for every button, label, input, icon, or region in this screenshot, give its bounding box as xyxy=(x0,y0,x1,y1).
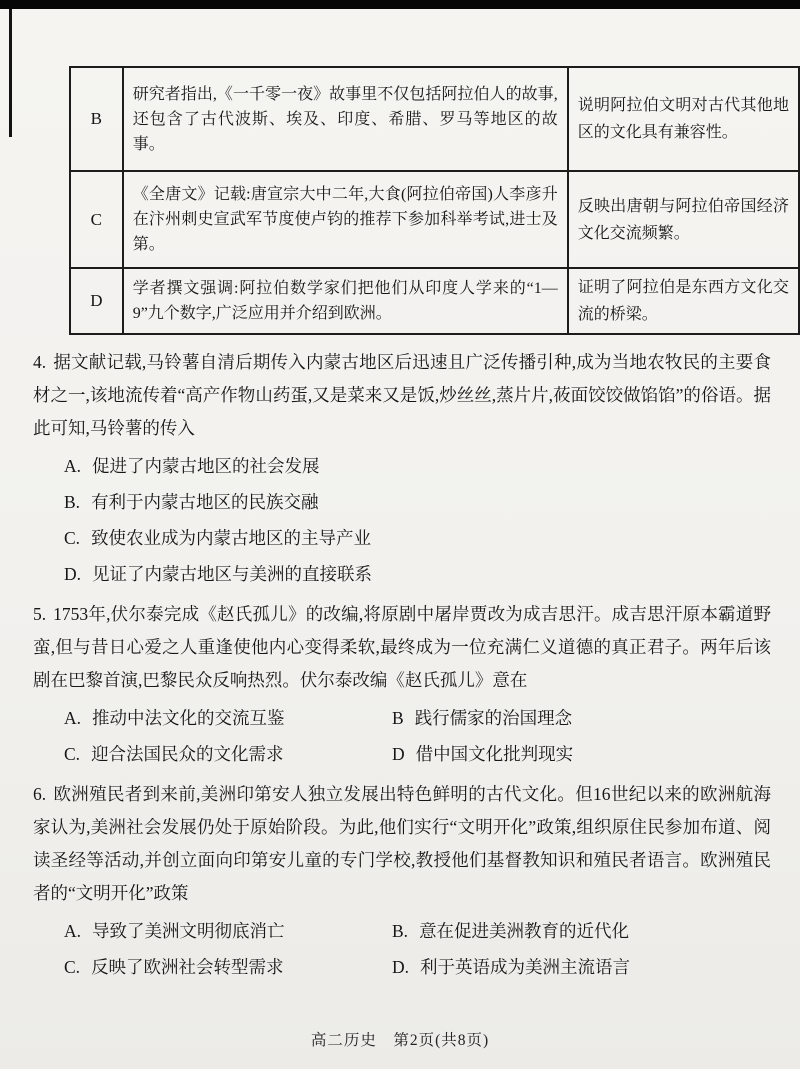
option-text: 见证了内蒙古地区与美洲的直接联系 xyxy=(92,564,373,584)
page-footer: 高二历史 第2页(共8页) xyxy=(310,1032,490,1049)
question-number: 6. xyxy=(33,784,47,804)
options-list xyxy=(64,448,771,592)
table-row xyxy=(70,67,799,171)
option-label: A. xyxy=(64,921,82,941)
question-5 xyxy=(33,598,771,772)
options-grid xyxy=(64,913,771,985)
question-stem xyxy=(33,598,771,697)
option-label: A. xyxy=(64,456,82,476)
option-text: 推动中法文化的交流互鉴 xyxy=(92,708,285,728)
scan-edge-top xyxy=(0,0,800,9)
option-label: D xyxy=(392,744,405,764)
option-text: 致使农业成为内蒙古地区的主导产业 xyxy=(91,528,372,548)
question-stem xyxy=(33,778,771,910)
option-c xyxy=(64,520,771,556)
question-6 xyxy=(33,778,771,985)
option-text: 践行儒家的治国理念 xyxy=(414,708,573,728)
option-b xyxy=(64,484,771,520)
option-text: 意在促进美洲教育的近代化 xyxy=(419,921,630,941)
option-text: 迎合法国民众的文化需求 xyxy=(91,744,284,764)
question-options-table xyxy=(69,66,800,335)
question-text: 据文献记载,马铃薯自清后期传入内蒙古地区后迅速且广泛传播引种,成为当地农牧民的主要食材之一,该地流传着“高产作物山药蛋,又是菜来又是饭,炒丝丝,蒸片片,莜面饺饺做馅馅”的俗语。据此可知,马铃薯的传入 xyxy=(33,352,771,438)
option-label: D. xyxy=(392,957,410,977)
option-d xyxy=(392,949,771,985)
conclusion-cell: 反映出唐朝与阿拉伯帝国经济文化交流频繁。 xyxy=(568,171,799,268)
scan-edge-left xyxy=(9,9,12,137)
option-d xyxy=(392,736,771,772)
option-letter-cell: C xyxy=(70,171,123,268)
option-c xyxy=(64,736,392,772)
option-text: 利于英语成为美洲主流语言 xyxy=(420,957,631,977)
question-4 xyxy=(33,346,771,592)
option-c xyxy=(64,949,392,985)
option-a xyxy=(64,913,392,949)
option-a xyxy=(64,700,392,736)
option-label: B. xyxy=(392,921,409,941)
option-letter-cell: B xyxy=(70,67,123,171)
statement-cell: 学者撰文强调:阿拉伯数学家们把他们从印度人学来的“1—9”九个数字,广泛应用并介绍到欧洲。 xyxy=(123,268,568,334)
options-grid xyxy=(64,700,771,772)
option-d xyxy=(64,556,771,592)
option-text: 借中国文化批判现实 xyxy=(415,744,574,764)
option-b xyxy=(392,913,771,949)
option-label: C. xyxy=(64,957,81,977)
question-text: 欧洲殖民者到来前,美洲印第安人独立发展出特色鲜明的古代文化。但16世纪以来的欧洲航海家认为,美洲社会发展仍处于原始阶段。为此,他们实行“文明开化”政策,组织原住民参加布道、阅读圣经等活动,并创立面向印第安儿童的专门学校,教授他们基督教知识和殖民者语言。欧洲殖民者的“文明开化”政策 xyxy=(33,784,771,903)
question-stem xyxy=(33,346,771,445)
option-text: 有利于内蒙古地区的民族交融 xyxy=(91,492,319,512)
conclusion-cell: 说明阿拉伯文明对古代其他地区的文化具有兼容性。 xyxy=(568,67,799,171)
option-label: D. xyxy=(64,564,82,584)
questions-area xyxy=(33,346,771,991)
option-label: C. xyxy=(64,744,81,764)
option-b xyxy=(392,700,771,736)
option-text: 促进了内蒙古地区的社会发展 xyxy=(92,456,320,476)
conclusion-cell: 证明了阿拉伯是东西方文化交流的桥梁。 xyxy=(568,268,799,334)
option-label: B. xyxy=(64,492,81,512)
statement-cell: 《全唐文》记载:唐宣宗大中二年,大食(阿拉伯帝国)人李彦升在汴州刺史宣武军节度使卢钧的推荐下参加科举考试,进士及第。 xyxy=(123,171,568,268)
option-label: A. xyxy=(64,708,82,728)
option-text: 反映了欧洲社会转型需求 xyxy=(91,957,284,977)
option-label: C. xyxy=(64,528,81,548)
option-label: B xyxy=(392,708,404,728)
question-number: 5. xyxy=(33,604,47,624)
question-number: 4. xyxy=(33,352,47,372)
table-row xyxy=(70,268,799,334)
question-text: 1753年,伏尔泰完成《赵氏孤儿》的改编,将原剧中屠岸贾改为成吉思汗。成吉思汗原本霸道野蛮,但与昔日心爱之人重逢使他内心变得柔软,最终成为一位充满仁义道德的真正君子。两年后该剧在巴黎首演,巴黎民众反响热烈。伏尔泰改编《赵氏孤儿》意在 xyxy=(33,604,771,690)
option-text: 导致了美洲文明彻底消亡 xyxy=(92,921,285,941)
option-a xyxy=(64,448,771,484)
option-letter-cell: D xyxy=(70,268,123,334)
table-row xyxy=(70,171,799,268)
statement-cell: 研究者指出,《一千零一夜》故事里不仅包括阿拉伯人的故事,还包含了古代波斯、埃及、印度、希腊、罗马等地区的故事。 xyxy=(123,67,568,171)
